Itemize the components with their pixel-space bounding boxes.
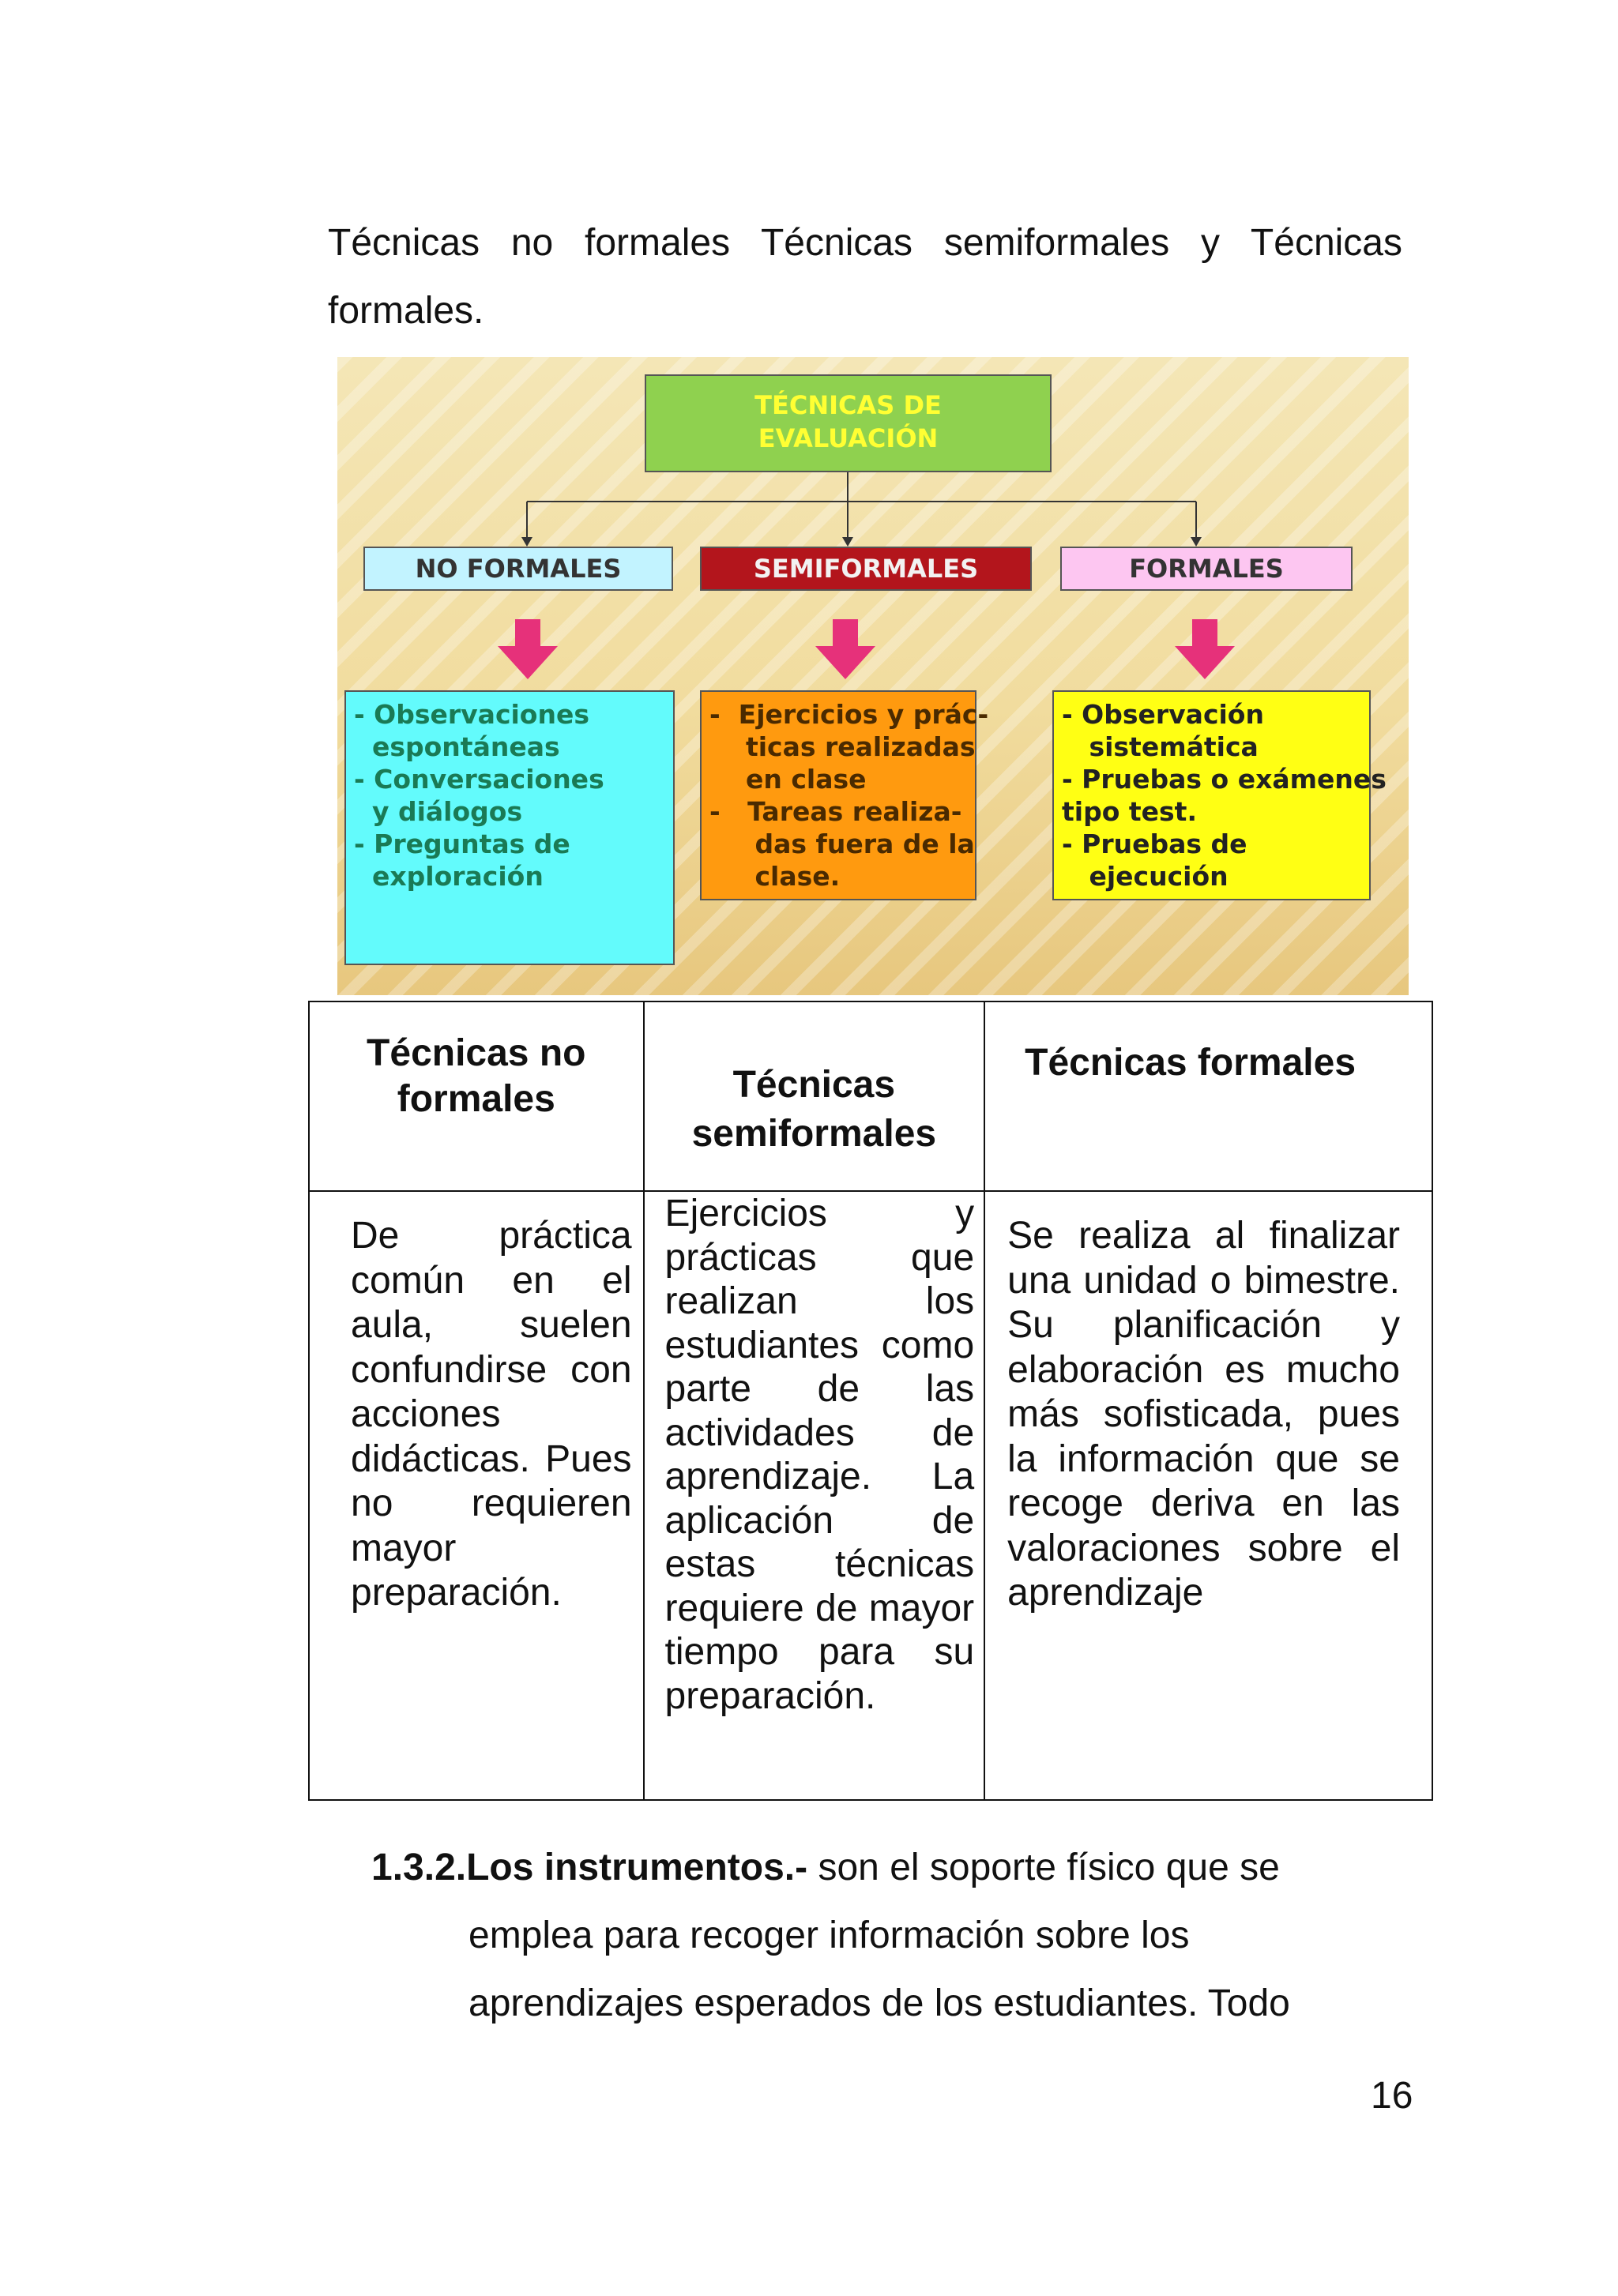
list-item: sistemática (1062, 731, 1259, 762)
no-formales-list (344, 690, 675, 965)
evaluation-techniques-diagram (337, 357, 1409, 995)
list-item: - Observaciones (354, 699, 589, 730)
page-number: 16 (1371, 2075, 1413, 2117)
list-item: exploración (354, 861, 544, 892)
cell-formales: Se realiza al finalizar una unidad o bimestre. Su planificación y elaboración es mucho más sofisticada, pues la información que se recoge deriva en las valoraciones sobre el aprendizaje (984, 1191, 1432, 1800)
header-formales: Técnicas formales (984, 1001, 1432, 1191)
section-text-line: emplea para recoger información sobre los (468, 1915, 1190, 1956)
semiformales-list (700, 690, 989, 900)
down-arrow-icon (815, 619, 875, 679)
list-item: ticas realizadas (709, 731, 976, 762)
list-item: - Preguntas de (354, 829, 570, 859)
table-row (309, 1191, 1432, 1800)
diagram-root-box: TÉCNICAS DE EVALUACIÓN (645, 374, 1052, 472)
section-text-line: aprendizajes esperados de los estudiantes. Todo (468, 1982, 1290, 2024)
list-item: - Pruebas de (1062, 829, 1247, 859)
section-heading: 1.3.2.Los instrumentos.- (371, 1847, 808, 1888)
table-header-row (309, 1001, 1432, 1191)
header-no-formales: Técnicas no formales (309, 1001, 644, 1191)
cell-semiformales: Ejercicios y prácticas que realizan los estudiantes como parte de las actividades de aprendizaje. La aplicación de estas técnicas requiere de mayor tiempo para su preparación. (644, 1191, 985, 1800)
section-text-line: son el soporte físico que se (807, 1847, 1280, 1888)
list-item: clase. (709, 861, 841, 892)
category-formales: FORMALES (1060, 547, 1353, 591)
down-arrow-icon (498, 619, 558, 679)
techniques-comparison-table (308, 1001, 1433, 1801)
cell-no-formales: De práctica común en el aula, suelen confundirse con acciones didácticas. Pues no requieren mayor preparación. (309, 1191, 644, 1800)
category-semiformales: SEMIFORMALES (700, 547, 1032, 591)
list-item: - Tareas realiza- (709, 796, 962, 827)
list-item: tipo test. (1062, 796, 1197, 827)
header-semiformales: Técnicas semiformales (644, 1001, 985, 1191)
list-item: - Conversaciones (354, 764, 604, 795)
list-item: das fuera de la (709, 829, 975, 859)
down-arrow-icon (1175, 619, 1235, 679)
list-item: y diálogos (354, 796, 523, 827)
list-item: en clase (709, 764, 867, 795)
list-item: - Pruebas o exámenes (1062, 764, 1387, 795)
list-item: ejecución (1062, 861, 1229, 892)
intro-paragraph: Técnicas no formales Técnicas semiformales y Técnicas formales. (328, 222, 1402, 332)
section-instrumentos (371, 1834, 1398, 2038)
list-item: espontáneas (354, 731, 560, 762)
list-item: - Observación (1062, 699, 1264, 730)
formales-list (1052, 690, 1387, 900)
category-no-formales: NO FORMALES (363, 547, 673, 591)
list-item: - Ejercicios y prác- (709, 699, 989, 730)
